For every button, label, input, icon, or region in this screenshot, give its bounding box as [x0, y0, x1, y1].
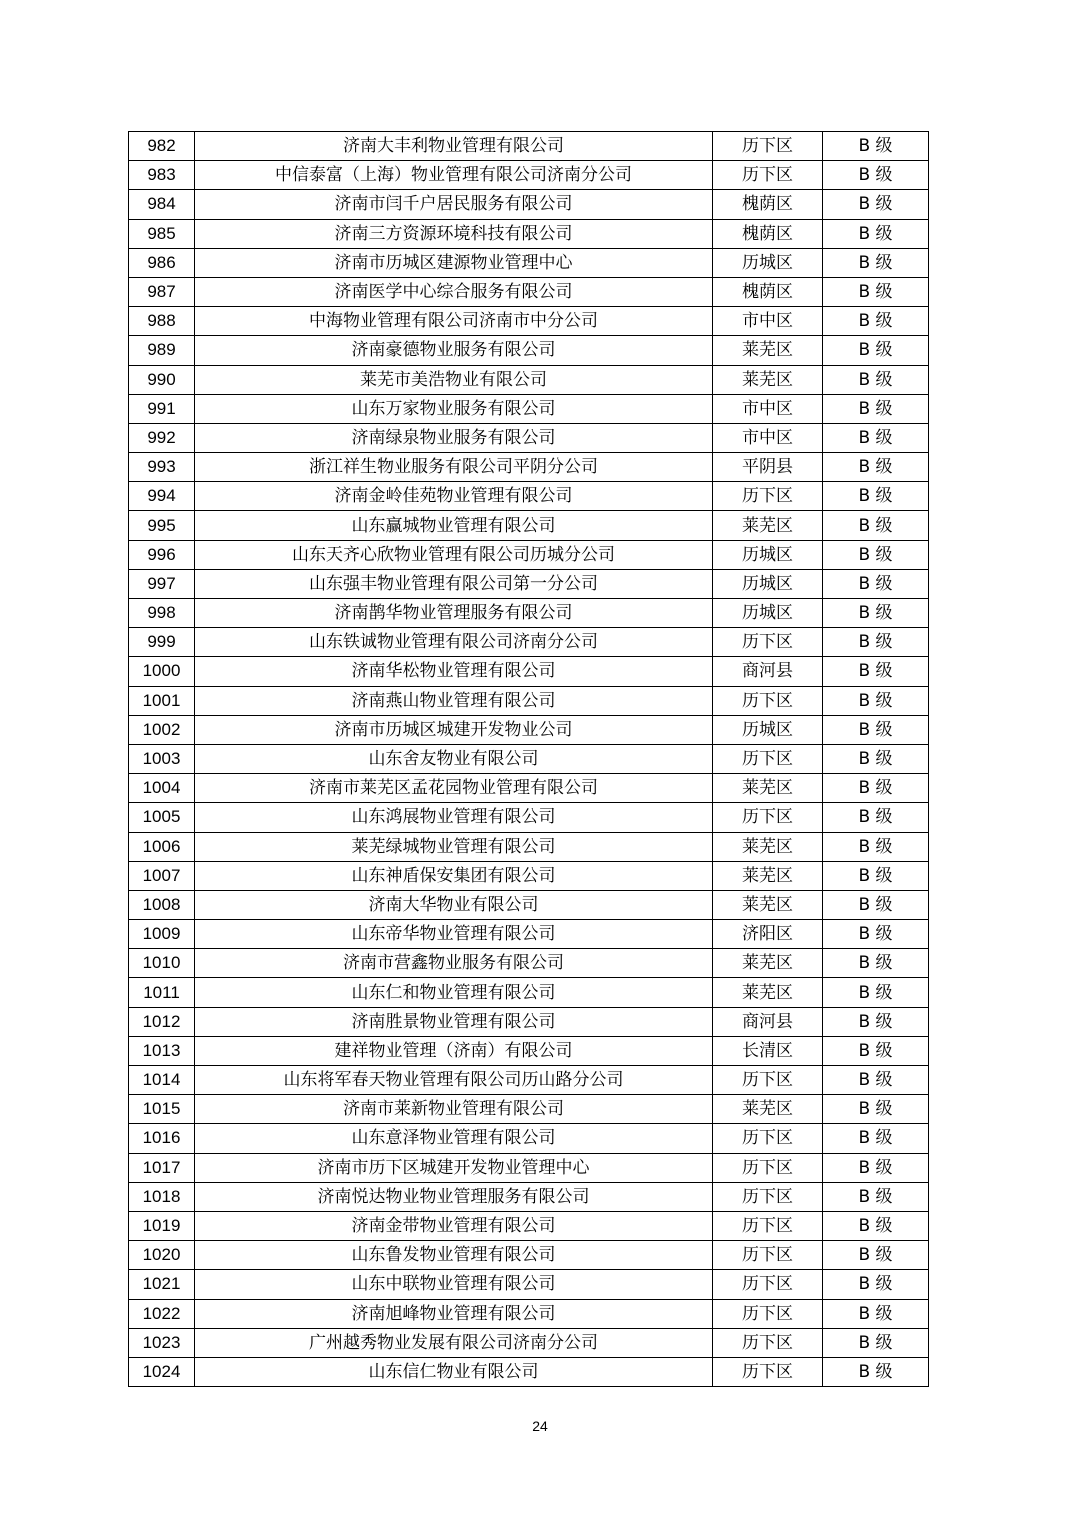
table-row — [129, 540, 929, 569]
company-name-cell: 济南市闫千户居民服务有限公司 — [195, 190, 713, 219]
company-name-cell: 济南市莱芜区孟花园物业管理有限公司 — [195, 774, 713, 803]
district-cell: 历城区 — [713, 599, 823, 628]
table-row — [129, 482, 929, 511]
company-name-cell: 济南旭峰物业管理有限公司 — [195, 1299, 713, 1328]
grade-cell: B 级 — [823, 715, 929, 744]
district-cell: 历下区 — [713, 744, 823, 773]
company-name-cell: 山东铁诚物业管理有限公司济南分公司 — [195, 628, 713, 657]
grade-cell: B 级 — [823, 1182, 929, 1211]
row-number-cell: 1015 — [129, 1095, 195, 1124]
table-row — [129, 219, 929, 248]
row-number-cell: 982 — [129, 132, 195, 161]
company-name-cell: 山东赢城物业管理有限公司 — [195, 511, 713, 540]
district-cell: 莱芜区 — [713, 861, 823, 890]
table-row — [129, 248, 929, 277]
table-row — [129, 1095, 929, 1124]
grade-cell: B 级 — [823, 482, 929, 511]
company-name-cell: 山东中联物业管理有限公司 — [195, 1270, 713, 1299]
row-number-cell: 1003 — [129, 744, 195, 773]
row-number-cell: 990 — [129, 365, 195, 394]
company-name-cell: 济南市历城区建源物业管理中心 — [195, 248, 713, 277]
company-grade-table — [128, 131, 929, 1387]
row-number-cell: 1020 — [129, 1241, 195, 1270]
grade-cell: B 级 — [823, 949, 929, 978]
table-row — [129, 1357, 929, 1386]
row-number-cell: 987 — [129, 277, 195, 306]
row-number-cell: 1005 — [129, 803, 195, 832]
company-name-cell: 山东强丰物业管理有限公司第一分公司 — [195, 569, 713, 598]
row-number-cell: 1023 — [129, 1328, 195, 1357]
district-cell: 槐荫区 — [713, 277, 823, 306]
company-name-cell: 济南华松物业管理有限公司 — [195, 657, 713, 686]
company-name-cell: 济南医学中心综合服务有限公司 — [195, 277, 713, 306]
row-number-cell: 1014 — [129, 1066, 195, 1095]
table-row — [129, 1241, 929, 1270]
table-row — [129, 365, 929, 394]
row-number-cell: 998 — [129, 599, 195, 628]
table-row — [129, 774, 929, 803]
company-name-cell: 山东将军春天物业管理有限公司历山路分公司 — [195, 1066, 713, 1095]
company-name-cell: 济南市营鑫物业服务有限公司 — [195, 949, 713, 978]
district-cell: 历下区 — [713, 628, 823, 657]
row-number-cell: 985 — [129, 219, 195, 248]
company-name-cell: 莱芜市美浩物业有限公司 — [195, 365, 713, 394]
company-name-cell: 济南三方资源环境科技有限公司 — [195, 219, 713, 248]
company-name-cell: 济南大华物业有限公司 — [195, 890, 713, 919]
row-number-cell: 1004 — [129, 774, 195, 803]
company-name-cell: 济南胜景物业管理有限公司 — [195, 1007, 713, 1036]
row-number-cell: 1022 — [129, 1299, 195, 1328]
district-cell: 历下区 — [713, 1357, 823, 1386]
district-cell: 莱芜区 — [713, 832, 823, 861]
company-name-cell: 山东意泽物业管理有限公司 — [195, 1124, 713, 1153]
grade-cell: B 级 — [823, 190, 929, 219]
row-number-cell: 984 — [129, 190, 195, 219]
page-number: 24 — [532, 1418, 548, 1434]
table-row — [129, 832, 929, 861]
grade-cell: B 级 — [823, 832, 929, 861]
company-name-cell: 济南豪德物业服务有限公司 — [195, 336, 713, 365]
company-name-cell: 山东仁和物业管理有限公司 — [195, 978, 713, 1007]
table-row — [129, 1328, 929, 1357]
grade-cell: B 级 — [823, 1328, 929, 1357]
district-cell: 平阴县 — [713, 453, 823, 482]
row-number-cell: 1000 — [129, 657, 195, 686]
table-row — [129, 132, 929, 161]
row-number-cell: 1017 — [129, 1153, 195, 1182]
table-row — [129, 715, 929, 744]
district-cell: 莱芜区 — [713, 1095, 823, 1124]
district-cell: 历城区 — [713, 715, 823, 744]
district-cell: 历下区 — [713, 686, 823, 715]
table-row — [129, 277, 929, 306]
company-name-cell: 济南市历城区城建开发物业公司 — [195, 715, 713, 744]
table-row — [129, 803, 929, 832]
grade-cell: B 级 — [823, 1357, 929, 1386]
district-cell: 历下区 — [713, 1153, 823, 1182]
grade-cell: B 级 — [823, 1299, 929, 1328]
grade-cell: B 级 — [823, 277, 929, 306]
row-number-cell: 1016 — [129, 1124, 195, 1153]
district-cell: 历下区 — [713, 161, 823, 190]
company-name-cell: 山东鲁发物业管理有限公司 — [195, 1241, 713, 1270]
district-cell: 莱芜区 — [713, 336, 823, 365]
table-row — [129, 307, 929, 336]
table-row — [129, 1036, 929, 1065]
grade-cell: B 级 — [823, 161, 929, 190]
company-name-cell: 莱芜绿城物业管理有限公司 — [195, 832, 713, 861]
company-name-cell: 建祥物业管理（济南）有限公司 — [195, 1036, 713, 1065]
grade-cell: B 级 — [823, 744, 929, 773]
table-row — [129, 1066, 929, 1095]
row-number-cell: 995 — [129, 511, 195, 540]
row-number-cell: 1019 — [129, 1211, 195, 1240]
district-cell: 历下区 — [713, 1241, 823, 1270]
row-number-cell: 1009 — [129, 920, 195, 949]
row-number-cell: 1001 — [129, 686, 195, 715]
row-number-cell: 993 — [129, 453, 195, 482]
grade-cell: B 级 — [823, 219, 929, 248]
row-number-cell: 994 — [129, 482, 195, 511]
company-name-cell: 济南燕山物业管理有限公司 — [195, 686, 713, 715]
grade-cell: B 级 — [823, 890, 929, 919]
company-name-cell: 济南金岭佳苑物业管理有限公司 — [195, 482, 713, 511]
company-name-cell: 山东舍友物业有限公司 — [195, 744, 713, 773]
table-row — [129, 511, 929, 540]
table-row — [129, 657, 929, 686]
district-cell: 长清区 — [713, 1036, 823, 1065]
table-row — [129, 1153, 929, 1182]
grade-cell: B 级 — [823, 423, 929, 452]
company-name-cell: 中海物业管理有限公司济南市中分公司 — [195, 307, 713, 336]
district-cell: 槐荫区 — [713, 190, 823, 219]
company-name-cell: 济南金带物业管理有限公司 — [195, 1211, 713, 1240]
grade-cell: B 级 — [823, 365, 929, 394]
district-cell: 商河县 — [713, 1007, 823, 1036]
company-name-cell: 济南绿泉物业服务有限公司 — [195, 423, 713, 452]
table-row — [129, 190, 929, 219]
grade-cell: B 级 — [823, 1211, 929, 1240]
table-row — [129, 1211, 929, 1240]
row-number-cell: 983 — [129, 161, 195, 190]
table-row — [129, 394, 929, 423]
table-row — [129, 336, 929, 365]
table-row — [129, 1182, 929, 1211]
row-number-cell: 1010 — [129, 949, 195, 978]
grade-cell: B 级 — [823, 599, 929, 628]
grade-cell: B 级 — [823, 1036, 929, 1065]
grade-cell: B 级 — [823, 248, 929, 277]
row-number-cell: 1024 — [129, 1357, 195, 1386]
district-cell: 槐荫区 — [713, 219, 823, 248]
table-row — [129, 949, 929, 978]
grade-cell: B 级 — [823, 861, 929, 890]
table-row — [129, 1299, 929, 1328]
row-number-cell: 1008 — [129, 890, 195, 919]
grade-cell: B 级 — [823, 1095, 929, 1124]
district-cell: 历城区 — [713, 569, 823, 598]
grade-cell: B 级 — [823, 657, 929, 686]
table-row — [129, 890, 929, 919]
table-row — [129, 628, 929, 657]
district-cell: 市中区 — [713, 307, 823, 336]
district-cell: 历下区 — [713, 803, 823, 832]
district-cell: 历下区 — [713, 1211, 823, 1240]
row-number-cell: 1013 — [129, 1036, 195, 1065]
row-number-cell: 1007 — [129, 861, 195, 890]
company-name-cell: 山东信仁物业有限公司 — [195, 1357, 713, 1386]
table-row — [129, 920, 929, 949]
row-number-cell: 1002 — [129, 715, 195, 744]
district-cell: 莱芜区 — [713, 774, 823, 803]
table-row — [129, 744, 929, 773]
row-number-cell: 992 — [129, 423, 195, 452]
table-row — [129, 1124, 929, 1153]
table-row — [129, 453, 929, 482]
grade-cell: B 级 — [823, 569, 929, 598]
grade-cell: B 级 — [823, 1241, 929, 1270]
company-name-cell: 济南鹊华物业管理服务有限公司 — [195, 599, 713, 628]
grade-cell: B 级 — [823, 540, 929, 569]
company-name-cell: 浙江祥生物业服务有限公司平阴分公司 — [195, 453, 713, 482]
company-name-cell: 山东天齐心欣物业管理有限公司历城分公司 — [195, 540, 713, 569]
district-cell: 市中区 — [713, 423, 823, 452]
grade-cell: B 级 — [823, 628, 929, 657]
district-cell: 历下区 — [713, 1124, 823, 1153]
district-cell: 莱芜区 — [713, 978, 823, 1007]
grade-cell: B 级 — [823, 394, 929, 423]
company-name-cell: 广州越秀物业发展有限公司济南分公司 — [195, 1328, 713, 1357]
district-cell: 莱芜区 — [713, 890, 823, 919]
table-row — [129, 569, 929, 598]
grade-cell: B 级 — [823, 1270, 929, 1299]
row-number-cell: 1018 — [129, 1182, 195, 1211]
row-number-cell: 988 — [129, 307, 195, 336]
table-row — [129, 861, 929, 890]
district-cell: 济阳区 — [713, 920, 823, 949]
table-row — [129, 978, 929, 1007]
district-cell: 莱芜区 — [713, 365, 823, 394]
grade-cell: B 级 — [823, 1153, 929, 1182]
company-name-cell: 济南市历下区城建开发物业管理中心 — [195, 1153, 713, 1182]
grade-cell: B 级 — [823, 336, 929, 365]
company-name-cell: 山东神盾保安集团有限公司 — [195, 861, 713, 890]
district-cell: 历下区 — [713, 1270, 823, 1299]
row-number-cell: 989 — [129, 336, 195, 365]
table-row — [129, 1270, 929, 1299]
district-cell: 历下区 — [713, 132, 823, 161]
grade-cell: B 级 — [823, 132, 929, 161]
company-name-cell: 山东鸿展物业管理有限公司 — [195, 803, 713, 832]
grade-cell: B 级 — [823, 920, 929, 949]
row-number-cell: 1021 — [129, 1270, 195, 1299]
row-number-cell: 1011 — [129, 978, 195, 1007]
company-name-cell: 济南市莱新物业管理有限公司 — [195, 1095, 713, 1124]
grade-cell: B 级 — [823, 453, 929, 482]
row-number-cell: 999 — [129, 628, 195, 657]
table-row — [129, 161, 929, 190]
table-row — [129, 423, 929, 452]
district-cell: 历城区 — [713, 248, 823, 277]
table-row — [129, 599, 929, 628]
grade-cell: B 级 — [823, 978, 929, 1007]
row-number-cell: 1006 — [129, 832, 195, 861]
company-name-cell: 济南大丰利物业管理有限公司 — [195, 132, 713, 161]
row-number-cell: 996 — [129, 540, 195, 569]
row-number-cell: 997 — [129, 569, 195, 598]
table-row — [129, 1007, 929, 1036]
grade-cell: B 级 — [823, 1007, 929, 1036]
district-cell: 莱芜区 — [713, 949, 823, 978]
district-cell: 历下区 — [713, 1066, 823, 1095]
table-row — [129, 686, 929, 715]
company-name-cell: 济南悦达物业物业管理服务有限公司 — [195, 1182, 713, 1211]
company-name-cell: 山东万家物业服务有限公司 — [195, 394, 713, 423]
district-cell: 历下区 — [713, 1299, 823, 1328]
district-cell: 历下区 — [713, 482, 823, 511]
district-cell: 历城区 — [713, 540, 823, 569]
grade-cell: B 级 — [823, 307, 929, 336]
grade-cell: B 级 — [823, 1124, 929, 1153]
grade-cell: B 级 — [823, 686, 929, 715]
row-number-cell: 991 — [129, 394, 195, 423]
district-cell: 商河县 — [713, 657, 823, 686]
grade-cell: B 级 — [823, 1066, 929, 1095]
grade-cell: B 级 — [823, 774, 929, 803]
table-body — [129, 132, 929, 1387]
grade-cell: B 级 — [823, 803, 929, 832]
company-name-cell: 中信泰富（上海）物业管理有限公司济南分公司 — [195, 161, 713, 190]
row-number-cell: 1012 — [129, 1007, 195, 1036]
district-cell: 历下区 — [713, 1182, 823, 1211]
company-name-cell: 山东帝华物业管理有限公司 — [195, 920, 713, 949]
row-number-cell: 986 — [129, 248, 195, 277]
district-cell: 莱芜区 — [713, 511, 823, 540]
grade-cell: B 级 — [823, 511, 929, 540]
district-cell: 历下区 — [713, 1328, 823, 1357]
district-cell: 市中区 — [713, 394, 823, 423]
